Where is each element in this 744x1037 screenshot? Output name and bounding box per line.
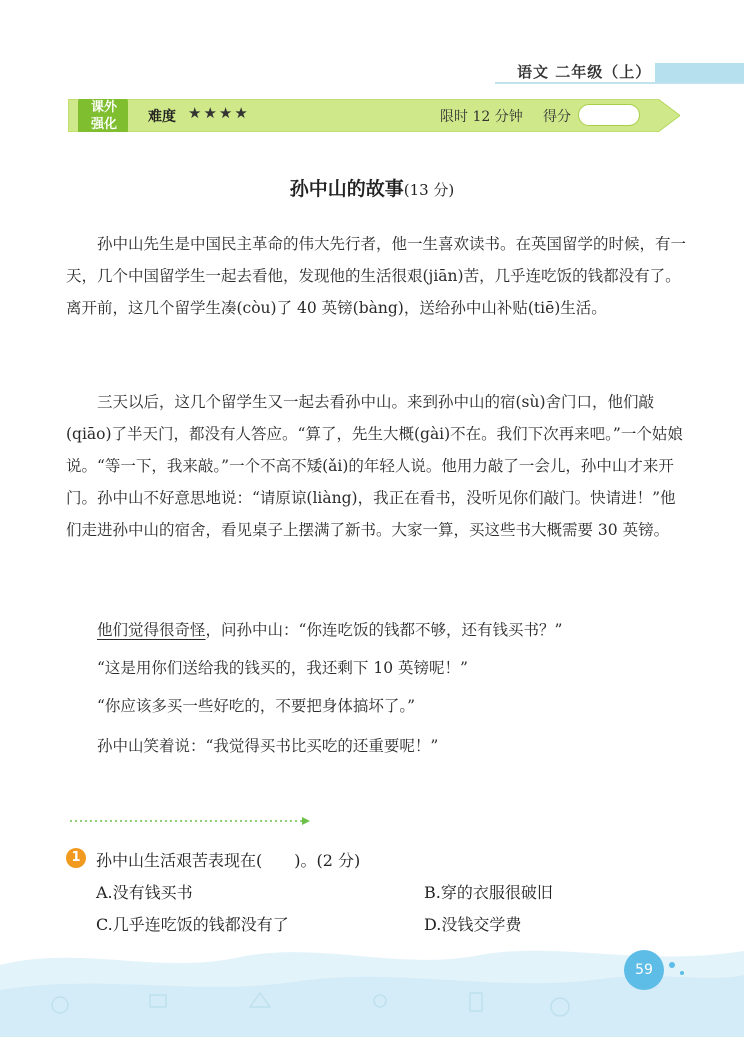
subject-header bbox=[495, 60, 744, 84]
difficulty-label: 难度 bbox=[148, 109, 176, 125]
dotted-divider bbox=[70, 816, 312, 826]
paragraph-5-text: “你应该多买一些好吃的，不要把身体搞坏了。” bbox=[97, 697, 416, 715]
score-input[interactable] bbox=[578, 104, 640, 126]
paragraph-2 bbox=[66, 386, 686, 546]
article-points: (13 分) bbox=[403, 181, 455, 199]
exercise-banner bbox=[68, 99, 680, 132]
difficulty-stars: ★★★★ bbox=[188, 104, 250, 122]
option-c[interactable]: C.几乎连吃饭的钱都没有了 bbox=[96, 915, 289, 934]
subject-underline bbox=[495, 82, 744, 84]
paragraph-6-text: 孙中山笑着说：“我觉得买书比买吃的还重要呢！” bbox=[97, 737, 439, 755]
paragraph-1 bbox=[66, 228, 686, 324]
paragraph-6 bbox=[66, 730, 686, 762]
underlined-sentence: 他们觉得很奇怪 bbox=[97, 621, 206, 639]
subject-label: 语文 二年级（上） bbox=[517, 63, 652, 81]
paragraph-4-text: “这是用你们送给我的钱买的，我还剩下 10 英镑呢！” bbox=[97, 659, 468, 677]
paragraph-4 bbox=[66, 652, 686, 684]
subject-color-block bbox=[655, 63, 744, 82]
paragraph-3-rest: ，问孙中山：“你连吃饭的钱都不够，还有钱买书？” bbox=[205, 621, 563, 639]
article-title bbox=[0, 174, 744, 201]
score-label: 得分 bbox=[543, 109, 571, 125]
paragraph-5 bbox=[66, 690, 686, 722]
option-d[interactable]: D.没钱交学费 bbox=[424, 915, 522, 934]
question-number-badge: 1 bbox=[66, 848, 86, 868]
badge-line2: 强化 bbox=[90, 117, 117, 132]
extracurricular-badge bbox=[82, 96, 126, 139]
paragraph-3 bbox=[66, 614, 686, 646]
time-limit: 限时 12 分钟 bbox=[440, 109, 523, 125]
paragraph-1-text: 孙中山先生是中国民主革命的伟大先行者，他一生喜欢读书。在英国留学的时候，有一天，几个中国留学生一起去看他，发现他的生活很艰(jiān)苦，几乎连吃饭的钱都没有了。离开前，这几个留学生凑(còu)了 40 英镑(bàng)，送给孙中山补贴(tiē)生活。 bbox=[66, 235, 687, 317]
article-title-text: 孙中山的故事 bbox=[289, 178, 404, 200]
question-1-text: 孙中山生活艰苦表现在( )。(2 分) bbox=[96, 851, 361, 870]
page-number-badge: 59 bbox=[624, 950, 664, 990]
paragraph-2-text: 三天以后，这几个留学生又一起去看孙中山。来到孙中山的宿(sù)舍门口，他们敲(qiāo)了半天门，都没有人答应。“算了，先生大概(gài)不在。我们下次再来吧。”一个姑娘说。“等一下，我来敲。”一个不高不矮(ǎi)的年轻人说。他用力敲了一会儿，孙中山才来开门。孙中山不好意思地说：“请原谅(liàng)，我正在看书，没听见你们敲门。快请进！”他们走进孙中山的宿舍，看见桌子上摆满了新书。大家一算，买这些书大概需要 30 英镑。 bbox=[66, 393, 683, 539]
option-b[interactable]: B.穿的衣服很破旧 bbox=[424, 883, 553, 902]
badge-line1: 课外 bbox=[90, 100, 117, 115]
option-a[interactable]: A.没有钱买书 bbox=[96, 883, 193, 902]
